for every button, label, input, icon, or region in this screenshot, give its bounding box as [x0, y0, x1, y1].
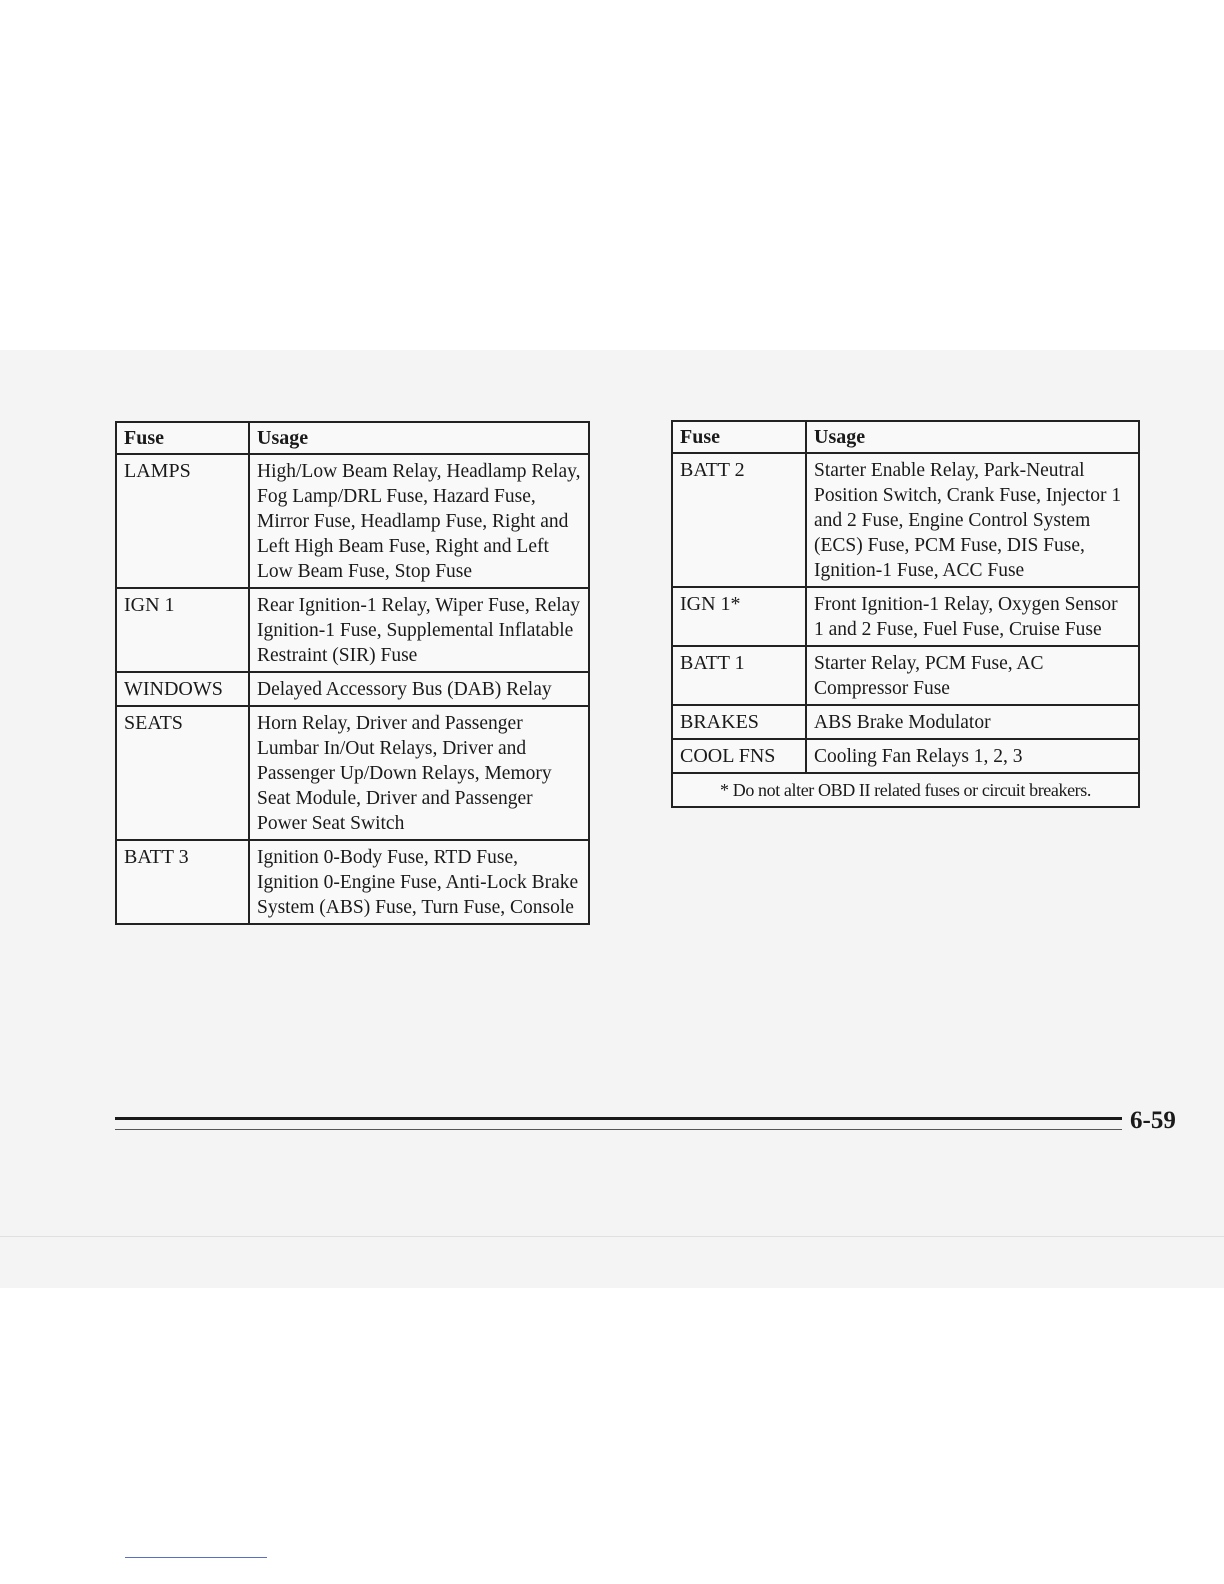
table-row: [116, 588, 589, 672]
fuse-name-cell: BRAKES: [672, 705, 806, 739]
table-row: [672, 739, 1139, 773]
footer-rule-thin: [115, 1129, 1122, 1130]
table-row: [672, 453, 1139, 587]
fuse-name-cell: WINDOWS: [116, 672, 249, 706]
fuse-name-cell: IGN 1*: [672, 587, 806, 646]
table-footnote-row: [672, 773, 1139, 807]
fuse-name-cell: BATT 2: [672, 453, 806, 587]
table-row: [672, 587, 1139, 646]
fuse-usage-cell: Cooling Fan Relays 1, 2, 3: [806, 739, 1139, 773]
fuse-table-left: [115, 421, 590, 925]
page-number: 6-59: [1130, 1107, 1176, 1134]
fuse-usage-cell: Starter Relay, PCM Fuse, AC Compressor Fuse: [806, 646, 1139, 705]
fuse-usage-cell: High/Low Beam Relay, Headlamp Relay, Fog Lamp/DRL Fuse, Hazard Fuse, Mirror Fuse, Headlamp Fuse, Right and Left High Beam Fuse, Right and Left Low Beam Fuse, Stop Fuse: [249, 454, 589, 588]
fuse-usage-cell: Delayed Accessory Bus (DAB) Relay: [249, 672, 589, 706]
fuse-name-cell: IGN 1: [116, 588, 249, 672]
fuse-usage-cell: ABS Brake Modulator: [806, 705, 1139, 739]
column-header-fuse: Fuse: [672, 421, 806, 453]
fuse-usage-cell: Ignition 0-Body Fuse, RTD Fuse, Ignition 0-Engine Fuse, Anti-Lock Brake System (ABS) Fuse, Turn Fuse, Console: [249, 840, 589, 924]
table-row: [116, 706, 589, 840]
table-row: [672, 646, 1139, 705]
fuse-name-cell: SEATS: [116, 706, 249, 840]
table-row: [672, 705, 1139, 739]
fuse-name-cell: BATT 3: [116, 840, 249, 924]
column-header-usage: Usage: [249, 422, 589, 454]
fuse-name-cell: LAMPS: [116, 454, 249, 588]
table-row: [116, 840, 589, 924]
column-header-usage: Usage: [806, 421, 1139, 453]
fuse-usage-cell: Front Ignition-1 Relay, Oxygen Sensor 1 and 2 Fuse, Fuel Fuse, Cruise Fuse: [806, 587, 1139, 646]
fuse-name-cell: COOL FNS: [672, 739, 806, 773]
table-header-row: [672, 421, 1139, 453]
table-row: [116, 672, 589, 706]
scan-artifact-line: [125, 1557, 267, 1558]
fuse-usage-cell: Starter Enable Relay, Park-Neutral Position Switch, Crank Fuse, Injector 1 and 2 Fuse, Engine Control System (ECS) Fuse, PCM Fuse, DIS Fuse, Ignition-1 Fuse, ACC Fuse: [806, 453, 1139, 587]
table-footnote: * Do not alter OBD II related fuses or circuit breakers.: [672, 773, 1139, 807]
fuse-usage-cell: Rear Ignition-1 Relay, Wiper Fuse, Relay Ignition-1 Fuse, Supplemental Inflatable Restraint (SIR) Fuse: [249, 588, 589, 672]
fuse-usage-cell: Horn Relay, Driver and Passenger Lumbar In/Out Relays, Driver and Passenger Up/Down Relays, Memory Seat Module, Driver and Passenger Power Seat Switch: [249, 706, 589, 840]
scan-edge-line: [0, 1236, 1224, 1237]
table-header-row: [116, 422, 589, 454]
fuse-name-cell: BATT 1: [672, 646, 806, 705]
table-row: [116, 454, 589, 588]
fuse-table-right: [671, 420, 1140, 808]
column-header-fuse: Fuse: [116, 422, 249, 454]
footer-rule-thick: [115, 1117, 1122, 1120]
